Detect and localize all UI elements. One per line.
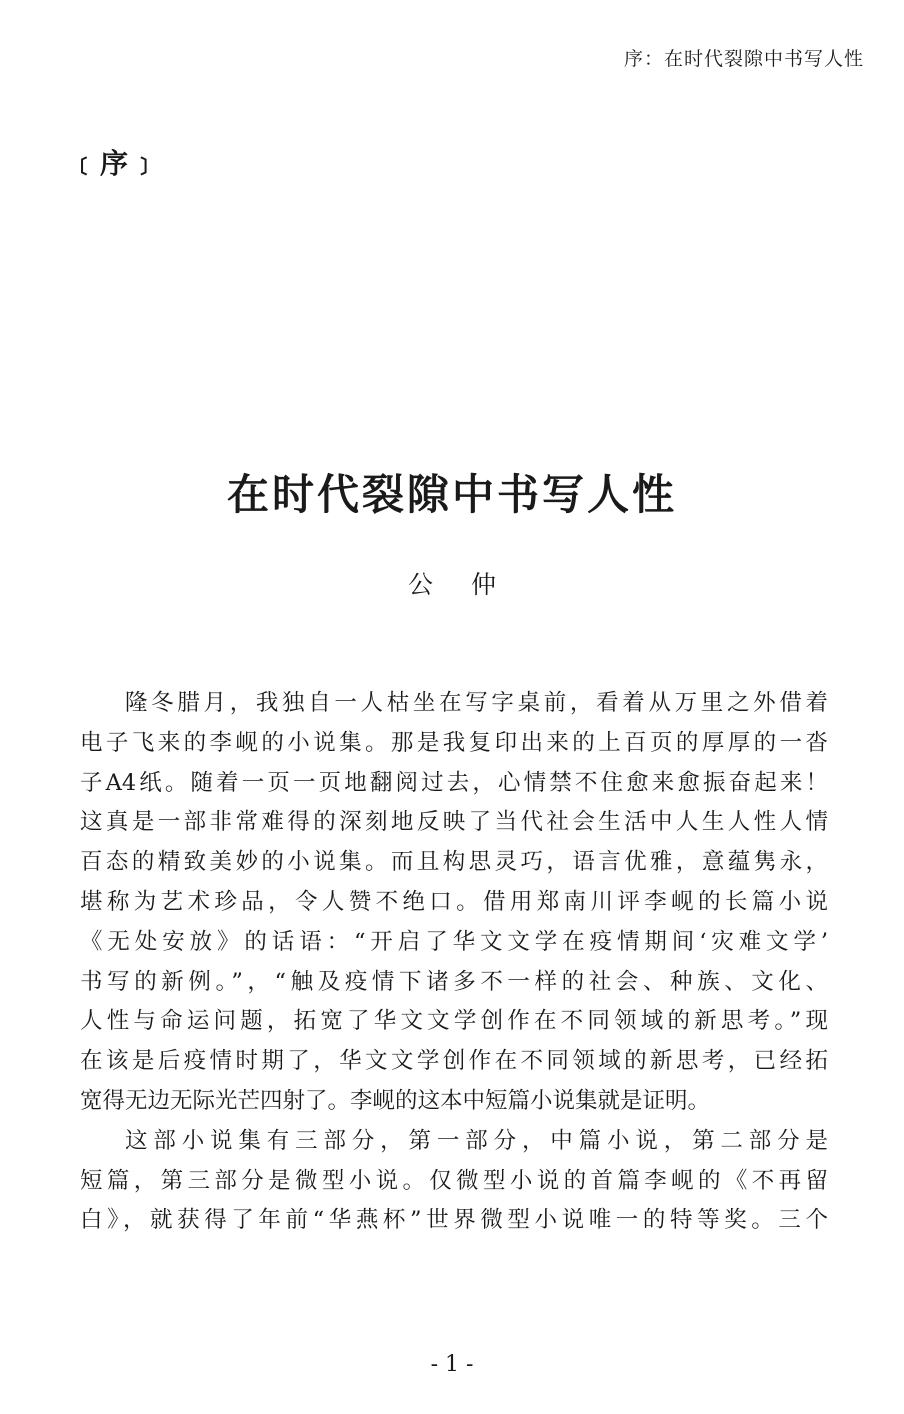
text-line: 隆冬腊月，我独自一人枯坐在写字桌前，看着从万里之外借着 (125, 690, 828, 716)
text-line: 白》，就获得了年前“华燕杯”世界微型小说唯一的特等奖。三个 (80, 1207, 828, 1234)
text-line: 这部小说集有三部分，第一部分，中篇小说，第二部分是 (125, 1127, 828, 1154)
author-name: 公仲 (407, 570, 534, 599)
page-number: - 1 - (430, 1352, 474, 1377)
text-line: 短篇，第三部分是微型小说。仅微型小说的首篇李岘的《不再留 (80, 1167, 828, 1194)
text-line: 在该是后疫情时期了，华文文学创作在不同领域的新思考，已经拓 (80, 1048, 828, 1075)
article-body (80, 684, 828, 1241)
running-header: 序：在时代裂隙中书写人性 (623, 48, 864, 70)
text-line: 《无处安放》的话语：“开启了华文文学在疫情期间‘灾难文学’ (80, 928, 828, 955)
text-line: 子A4纸。随着一页一页地翻阅过去，心情禁不住愈来愈振奋起来！ (80, 769, 828, 796)
article-title: 在时代裂隙中书写人性 (226, 470, 677, 519)
text-line: 书写的新例。”，“触及疫情下诸多不一样的社会、种族、文化、 (80, 968, 828, 995)
text-line: 百态的精致美妙的小说集。而且构思灵巧，语言优雅，意蕴隽永， (80, 849, 828, 876)
text-line: 电子飞来的李岘的小说集。那是我复印出来的上百页的厚厚的一沓 (80, 729, 828, 756)
text-line: 堪称为艺术珍品，令人赞不绝口。借用郑南川评李岘的长篇小说 (80, 888, 828, 915)
text-line: 宽得无边无际光芒四射了。李岘的这本中短篇小说集就是证明。 (80, 1087, 711, 1114)
paragraph-1 (80, 684, 828, 1122)
text-line: 人性与命运问题，拓宽了华文文学创作在不同领域的新思考。”现 (80, 1008, 828, 1035)
section-label: ﹝序﹞ (70, 147, 161, 180)
text-line: 这真是一部非常难得的深刻地反映了当代社会生活中人生人性人情 (80, 809, 828, 836)
paragraph-2 (80, 1122, 828, 1241)
